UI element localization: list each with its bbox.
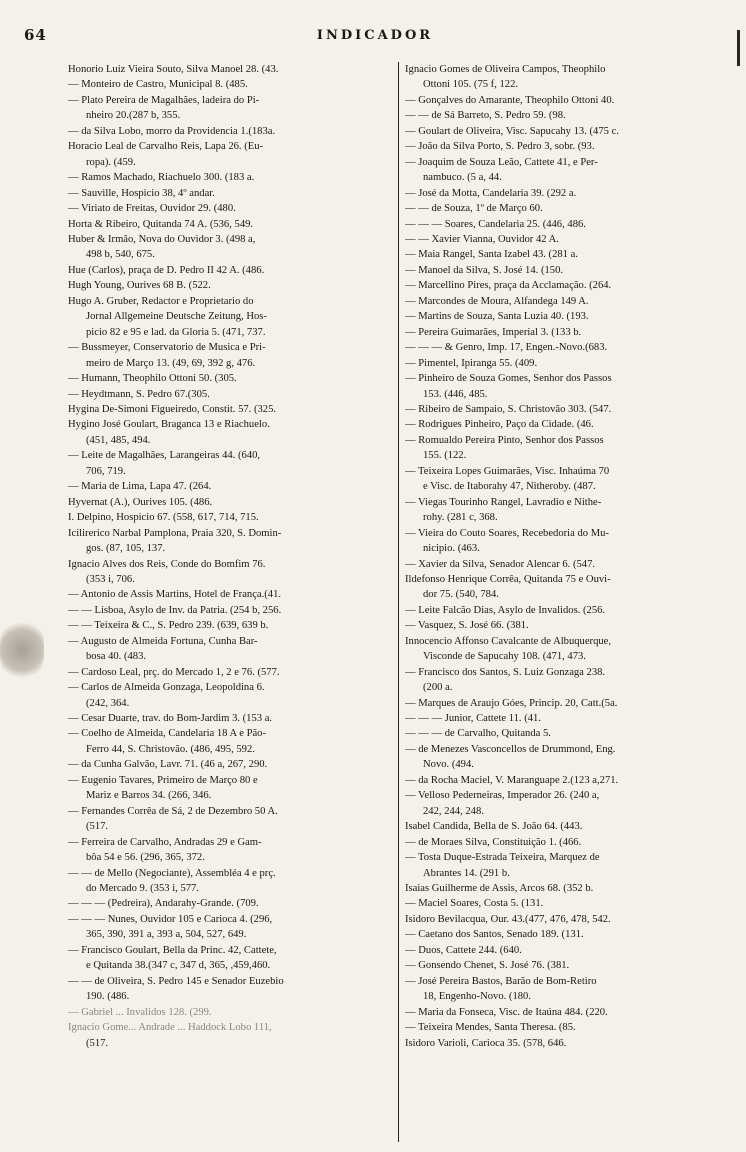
directory-entry-line: Ferro 44, S. Christovão. (486, 495, 592. (86, 743, 255, 755)
directory-entry-line: — Tosta Duque-Estrada Teixeira, Marquez de (405, 852, 600, 864)
directory-entry-line: — Bussmeyer, Conservatorio de Musica e Pri- (68, 342, 266, 354)
directory-entry-line: Isaias Guilherme de Assis, Arcos 68. (352 b. (405, 883, 594, 895)
directory-entry-line: — Gonsendo Chenet, S. José 76. (381. (405, 960, 570, 972)
directory-entry-line: — — — Junior, Cattete 11. (41. (405, 713, 542, 725)
directory-entry-line: — Maria da Fonseca, Visc. de Itaúna 484. (220. (405, 1006, 608, 1018)
directory-entry-line: — Marcondes de Moura, Alfandega 149 A. (405, 295, 589, 307)
directory-entry-line: e Visc. de Itaborahy 47, Nitheroby. (487. (423, 481, 596, 493)
directory-entry-line: — Eugenio Tavares, Primeiro de Março 80 e (68, 774, 258, 786)
directory-entry-line: — José Pereira Bastos, Barão de Bom-Retiro (405, 975, 597, 987)
directory-entry-line: ropa). (459. (86, 156, 136, 168)
directory-entry-line: — Humann, Theophilo Ottoni 50. (305. (68, 373, 237, 385)
directory-entry-line: Visconde de Sapucahy 108. (471, 473. (423, 651, 586, 663)
directory-entry-line: Ildefonso Henrique Corrêa, Quitanda 75 e Ouvi- (405, 573, 611, 585)
directory-entry-line: — Plato Pereira de Magalhães, ladeira do Pi- (68, 94, 260, 106)
directory-entry-line: — Maria de Lima, Lapa 47. (264. (68, 481, 212, 493)
directory-entry-line: Isidoro Varioli, Carioca 35. (578, 646. (405, 1037, 567, 1049)
directory-entry-line: Innocencio Affonso Cavalcante de Albuquerque, (405, 635, 612, 647)
directory-entry-line: nheiro 20.(287 b, 355. (86, 110, 181, 122)
directory-entry-line: 706, 719. (86, 465, 126, 477)
directory-entry-line: gos. (87, 105, 137. (86, 543, 166, 555)
directory-entry-line: bôa 54 e 56. (296, 365, 372. (86, 852, 205, 864)
directory-entry-line: — — — & Genro, Imp. 17, Engen.-Novo.(683. (405, 342, 608, 354)
directory-entry-line: — de Moraes Silva, Constituição 1. (466. (405, 836, 582, 848)
directory-entry-line: — — — Soares, Candelaria 25. (446, 486. (405, 218, 586, 230)
directory-entry-line: — da Silva Lobo, morro da Providencia 1.(183a. (68, 125, 276, 137)
directory-entry-line: Hygino José Goulart, Braganca 13 e Riachuelo. (68, 419, 270, 431)
directory-entry-line: — Romualdo Pereira Pinto, Senhor dos Passos (405, 434, 604, 446)
directory-entry-line: — Viegas Tourinho Rangel, Lavradio e Nithe- (405, 496, 602, 508)
directory-entry-line: — Leite de Magalhães, Larangeiras 44. (640, (68, 450, 261, 462)
directory-entry-line: — — Teixeira & C., S. Pedro 239. (639, 639 b. (68, 620, 269, 632)
directory-entry-line: — Monteiro de Castro, Municipal 8. (485. (68, 79, 248, 91)
directory-entry-line: — Viriato de Freitas, Ouvidor 29. (480. (68, 203, 236, 215)
margin-stain (0, 620, 44, 680)
directory-entry-line: — Heydtmann, S. Pedro 67.(305. (68, 388, 210, 400)
directory-entry-line: — Pimentel, Ipiranga 55. (409. (405, 357, 538, 369)
directory-entry-line: 153. (446, 485. (423, 388, 488, 400)
directory-entry-line: — Ribeiro de Sampaio, S. Christovão 303. (547. (405, 403, 612, 415)
directory-entry-line: — de Menezes Vasconcellos de Drummond, Eng. (405, 743, 616, 755)
directory-entry-line: — Xavier da Silva, Senador Alencar 6. (547. (405, 558, 596, 570)
directory-entry-line: 18, Engenho-Novo. (180. (423, 991, 531, 1003)
directory-entry-line: 498 b, 540, 675. (86, 249, 155, 261)
directory-entry-line: Hyvernat (A.), Ourives 105. (486. (68, 496, 213, 508)
directory-entry-line: — — Lisboa, Asylo de Inv. da Patria. (254 b, 256. (68, 604, 282, 616)
directory-entry-line: — Pinheiro de Souza Gomes, Senhor dos Passos (405, 373, 612, 385)
directory-entry-line: 190. (486. (86, 991, 130, 1003)
directory-entry-line: meiro de Março 13. (49, 69, 392 g, 476. (86, 357, 256, 369)
directory-entry-line: — Gabriel ... Invalidos 128. (299. (68, 1006, 212, 1018)
directory-entry-line: — — de Souza, 1º de Março 60. (405, 203, 543, 215)
directory-entry-line: — Velloso Pederneiras, Imperador 26. (240 a, (405, 790, 600, 802)
directory-entry-line: Icilirerico Narbal Pamplona, Praia 320, S. Domin- (68, 527, 282, 539)
directory-entry-line: rohy. (281 c, 368. (423, 512, 498, 524)
directory-entry-line: — Vieira do Couto Soares, Recebedoria do Mu- (405, 527, 609, 539)
directory-entry-line: — Marcellino Pires, praça da Acclamação. (264. (405, 280, 612, 292)
directory-entry-line: — José da Motta, Candelaria 39. (292 a. (405, 187, 577, 199)
running-title: INDICADOR (316, 28, 434, 43)
directory-entry-line: dor 75. (540, 784. (423, 589, 499, 601)
directory-entry-line: (353 i, 706. (86, 573, 135, 585)
directory-entry-line: Ignacio Alves dos Reis, Conde do Bomfim 76. (68, 558, 266, 570)
directory-entry-line: — Marques de Araujo Góes, Princip. 20, Catt.(5a. (405, 697, 618, 709)
directory-entry-line: — Francisco dos Santos, S. Luiz Gonzaga 238. (405, 666, 606, 678)
directory-entry-line: — Carlos de Almeida Gonzaga, Leopoldina 6. (68, 682, 265, 694)
directory-entry-line: 155. (122. (423, 450, 467, 462)
page-header (18, 18, 732, 58)
margin-ink-mark (737, 30, 740, 66)
directory-entry-line: — Caetano dos Santos, Senado 189. (131. (405, 929, 584, 941)
directory-entry-line: 365, 390, 391 a, 393 a, 504, 527, 649. (86, 929, 247, 941)
directory-entry-line: Horacio Leal de Carvalho Reis, Lapa 26. (Eu- (68, 141, 264, 153)
directory-entry-line: (200 a. (423, 682, 453, 694)
directory-entry-line: — Leite Falcão Dias, Asylo de Invalidos. (256. (405, 604, 606, 616)
directory-entry-line: Huber & Irmão, Nova do Ouvidor 3. (498 a, (68, 233, 256, 245)
directory-entry-line: — Cesar Duarte, trav. do Bom-Jardim 3. (153 a. (68, 713, 273, 725)
directory-entry-line: do Mercado 9. (353 i, 577. (86, 883, 199, 895)
directory-entry-line: bosa 40. (483. (86, 651, 147, 663)
directory-entry-line: — Cardoso Leal, prç. do Mercado 1, 2 e 76. (577. (68, 666, 280, 678)
directory-entry-line: Jornal Allgemeine Deutsche Zeitung, Hos- (86, 311, 267, 323)
directory-entry-line: — Rodrigues Pinheiro, Paço da Cidade. (46. (405, 419, 594, 431)
left-column (68, 62, 398, 1142)
directory-entry-line: — João da Silva Porto, S. Pedro 3, sobr. (93. (405, 141, 595, 153)
directory-entry-line: picio 82 e 95 e lad. da Gloria 5. (471, 737. (86, 326, 266, 338)
directory-entry-line: nambuco. (5 a, 44. (423, 172, 502, 184)
directory-entry-line: Isidoro Bevilacqua, Our. 43.(477, 476, 478, 542. (405, 913, 611, 925)
directory-entry-line: Ignacio Gome... Andrade ... Haddock Lobo 111, (68, 1022, 272, 1034)
directory-entry-line: — Pereira Guimarães, Imperial 3. (133 b. (405, 326, 582, 338)
directory-entry-line: — — Xavier Vianna, Ouvidor 42 A. (405, 233, 559, 245)
directory-entry-line: (242, 364. (86, 697, 130, 709)
directory-entry-line: — Ramos Machado, Riachuelo 300. (183 a. (68, 172, 255, 184)
directory-entry-line: I. Delpino, Hospicio 67. (558, 617, 714, 715. (68, 512, 259, 524)
directory-entry-line: — Augusto de Almeida Fortuna, Cunha Bar- (68, 635, 258, 647)
directory-entry-line: — Joaquim de Souza Leão, Cattete 41, e Per- (405, 156, 598, 168)
directory-entry-line: — Goulart de Oliveira, Visc. Sapucahy 13. (475 c. (405, 125, 619, 137)
directory-entry-line: — Manoel da Silva, S. José 14. (150. (405, 264, 564, 276)
directory-entry-line: — Fernandes Corrêa de Sá, 2 de Dezembro 50 A. (68, 805, 278, 817)
directory-entry-line: (517. (86, 1037, 109, 1049)
directory-entry-line: (517. (86, 821, 109, 833)
directory-entry-line: Horta & Ribeiro, Quitanda 74 A. (536, 549. (68, 218, 254, 230)
directory-entry-line: — — de Sá Barreto, S. Pedro 59. (98. (405, 110, 566, 122)
directory-columns (68, 62, 728, 1142)
directory-entry-line: Honorio Luiz Vieira Souto, Silva Manoel 28. (43. (68, 64, 279, 75)
directory-entry-line: Hugh Young, Ourives 68 B. (522. (68, 280, 211, 292)
directory-entry-line: — Maciel Soares, Costa 5. (131. (405, 898, 544, 910)
directory-entry-line: — Teixeira Lopes Guimarães, Visc. Inhaúma 70 (405, 465, 610, 477)
directory-entry-line: — Martins de Souza, Santa Luzia 40. (193. (405, 311, 589, 323)
directory-entry-line: — da Cunha Galvão, Lavr. 71. (46 a, 267, 290. (68, 759, 268, 771)
right-column (398, 62, 728, 1142)
directory-entry-line: Novo. (494. (423, 759, 474, 771)
directory-entry-line: e Quitanda 38.(347 c, 347 d, 365, ,459,460. (86, 960, 271, 972)
directory-entry-line: — — — (Pedreira), Andarahy-Grande. (709. (68, 898, 259, 910)
directory-entry-line: — Teixeira Mendes, Santa Theresa. (85. (405, 1022, 576, 1034)
directory-entry-line: — Gonçalves do Amarante, Theophilo Ottoni 40. (405, 94, 615, 106)
directory-entry-line: nicipio. (463. (423, 543, 480, 555)
directory-entry-line: (451, 485, 494. (86, 434, 151, 446)
directory-entry-line: 242, 244, 248. (423, 805, 484, 817)
directory-entry-line: — — — Nunes, Ouvidor 105 e Carioca 4. (296, (68, 913, 273, 925)
directory-entry-line: — — — de Carvalho, Quitanda 5. (405, 728, 551, 740)
directory-entry-line: — — de Mello (Negociante), Assembléa 4 e prç. (68, 867, 276, 879)
directory-entry-line: Hugo A. Gruber, Redactor e Proprietario do (68, 295, 254, 307)
directory-entry-line: Abrantes 14. (291 b. (423, 867, 510, 879)
directory-entry-line: — Coelho de Almeida, Candelaria 18 A e Pão- (68, 728, 267, 740)
directory-entry-line: — Antonio de Assis Martins, Hotel de França.(41. (68, 589, 282, 601)
directory-entry-line: Ottoni 105. (75 f, 122. (423, 79, 519, 91)
directory-entry-line: — Maia Rangel, Santa Izabel 43. (281 a. (405, 249, 578, 261)
directory-entry-line: Mariz e Barros 34. (266, 346. (86, 790, 212, 802)
directory-entry-line: — Sauville, Hospicio 38, 4º andar. (68, 187, 215, 199)
directory-entry-line: Ignacio Gomes de Oliveira Campos, Theophilo (405, 64, 606, 75)
directory-entry-line: — Duos, Cattete 244. (640. (405, 944, 522, 956)
directory-entry-line: Hue (Carlos), praça de D. Pedro II 42 A. (486. (68, 264, 265, 276)
directory-entry-line: — da Rocha Maciel, V. Maranguape 2.(123 a,271. (405, 774, 619, 786)
directory-entry-line: — Ferreira de Carvalho, Andradas 29 e Gam- (68, 836, 262, 848)
directory-entry-line: — — de Oliveira, S. Pedro 145 e Senador Euzebio (68, 975, 284, 987)
directory-entry-line: Hygina De-Simoni Figueiredo, Constit. 57. (325. (68, 403, 277, 415)
directory-entry-line: — Francisco Goulart, Bella da Princ. 42, Cattete, (68, 944, 277, 956)
directory-entry-line: Isabel Candida, Bella de S. João 64. (443. (405, 821, 583, 833)
directory-entry-line: — Vasquez, S. José 66. (381. (405, 620, 529, 632)
page-number: 64 (24, 26, 47, 44)
